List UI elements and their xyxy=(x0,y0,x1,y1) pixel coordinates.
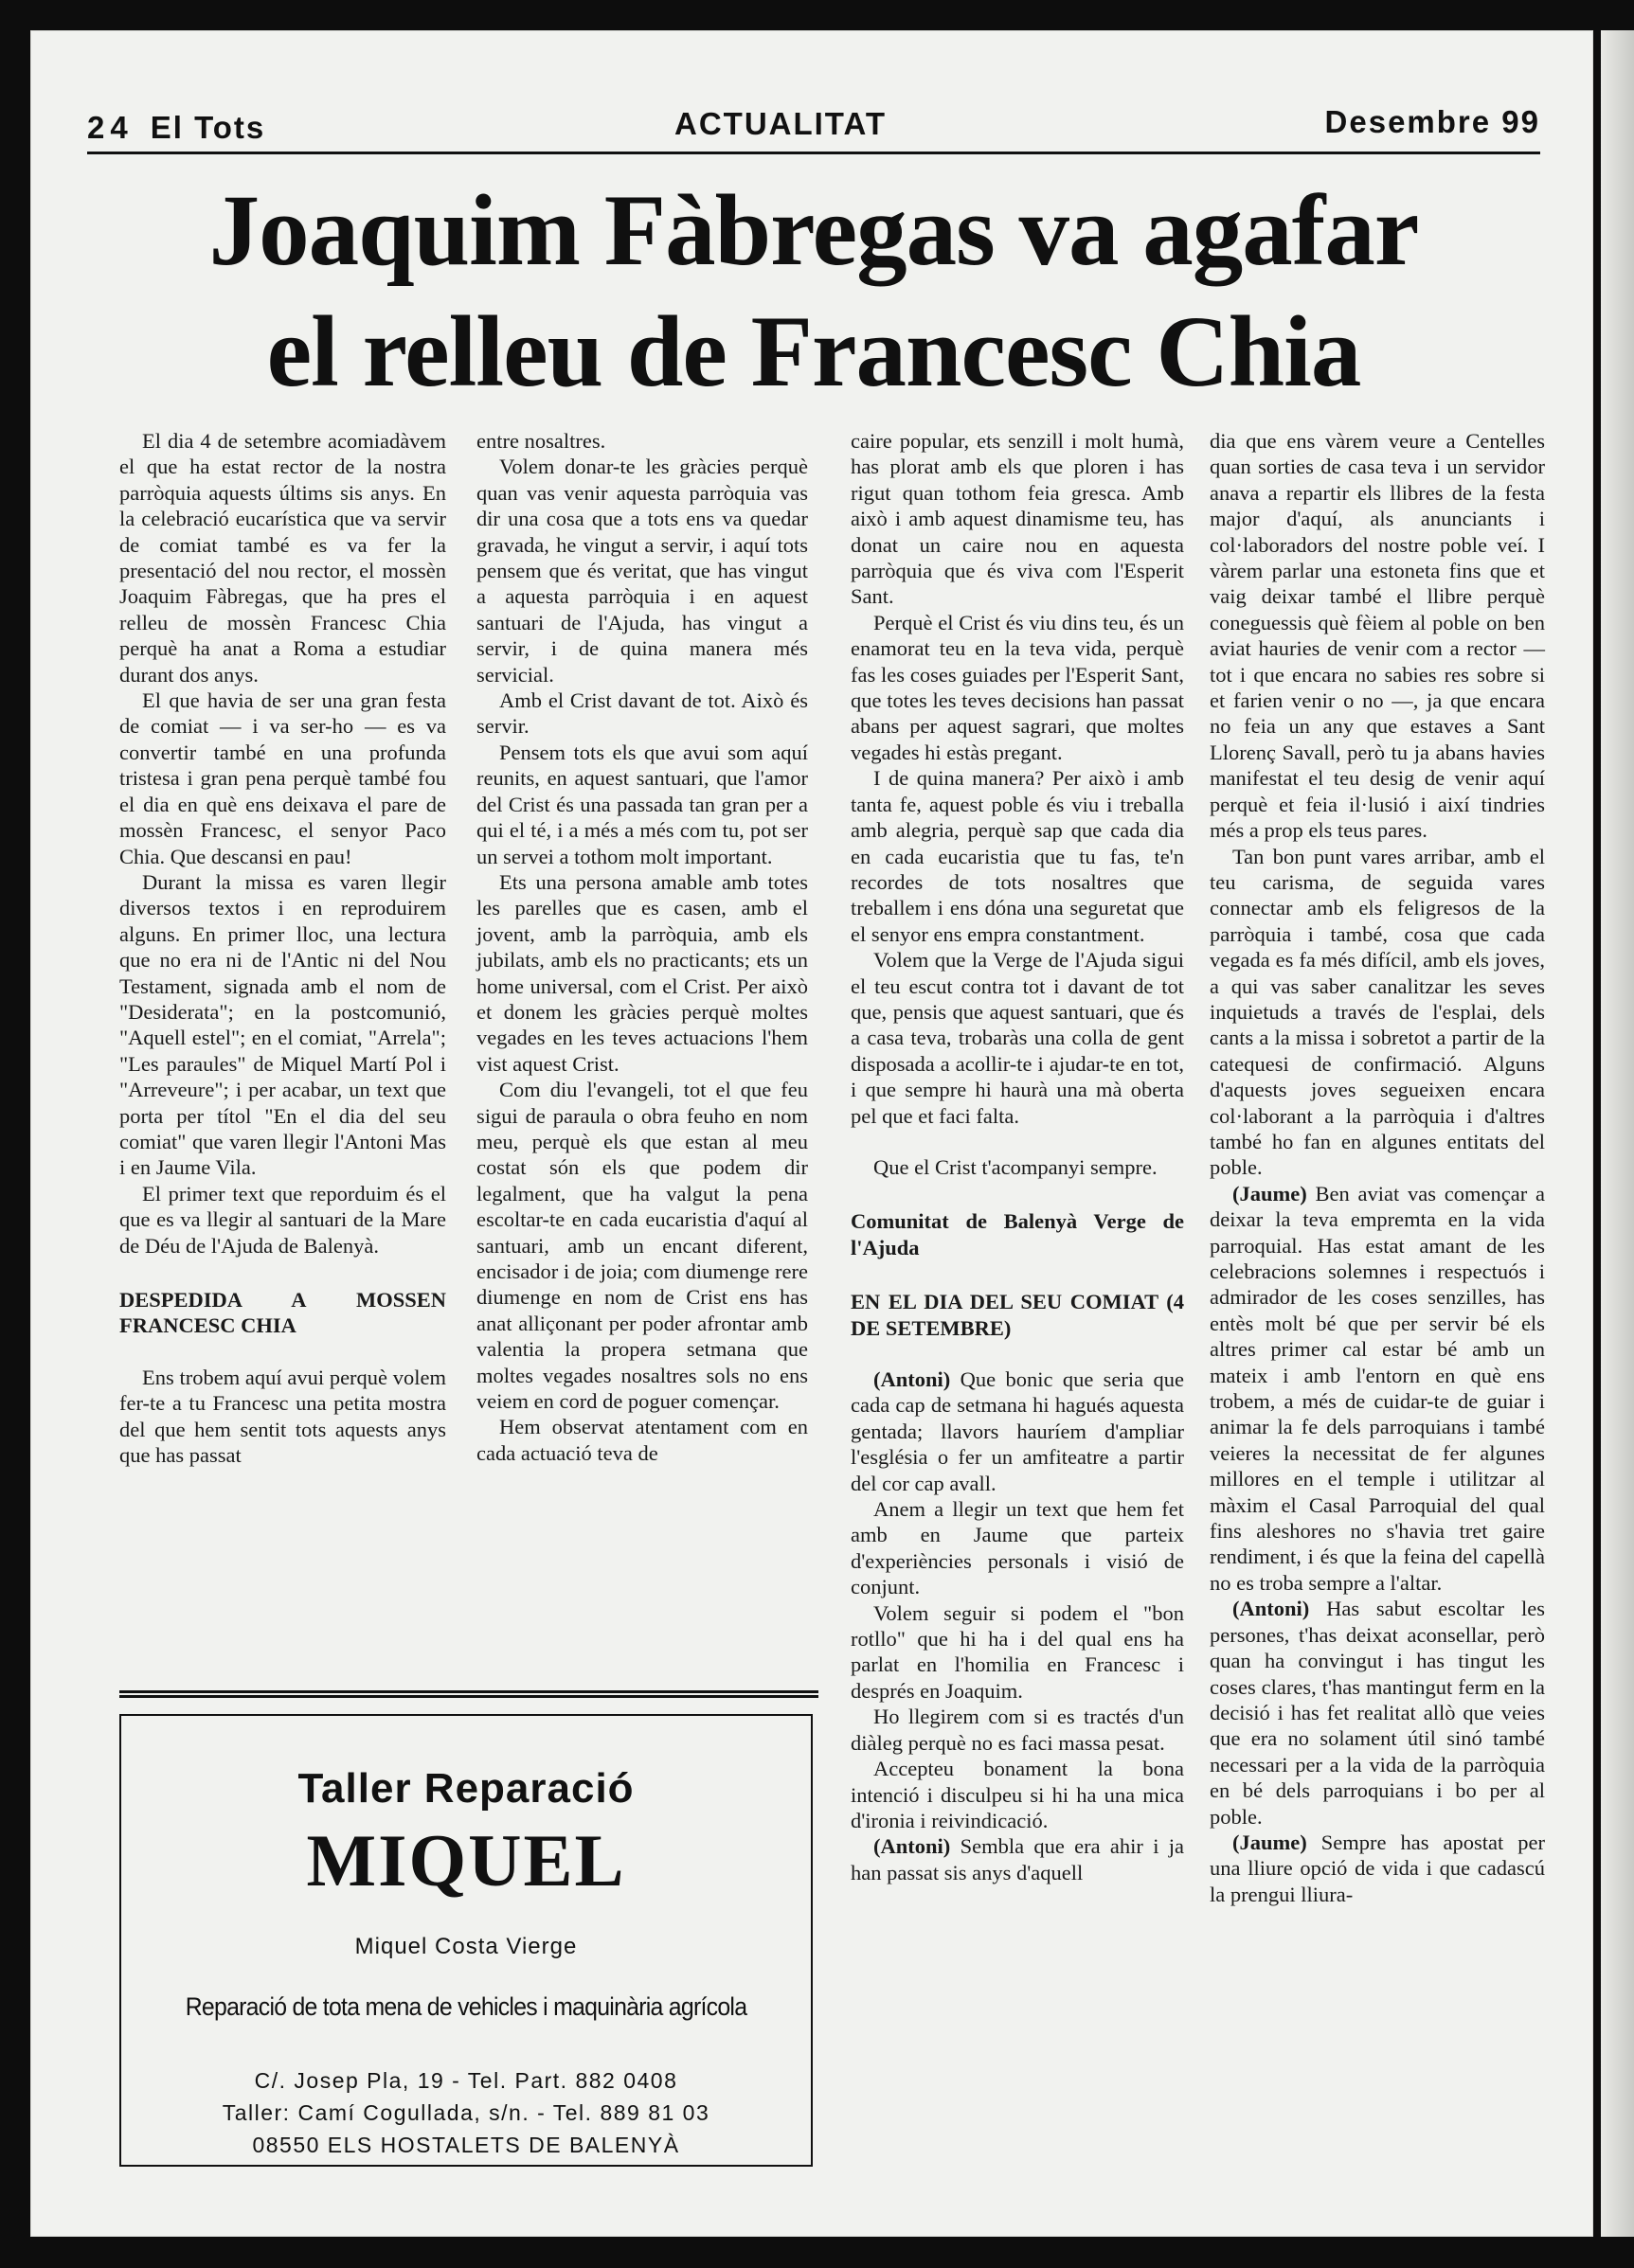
paragraph: Durant la missa es varen llegir diversos textos i en reproduirem alguns. En primer lloc, una lectura que no era ni de l'Antic ni del Nou Testament, signada amb el nom de "Desiderata"; en la postcomunió, "Aquell estel"; en el comiat, "Arrela"; "Les paraules" de Miquel Martí Pol i "Arreveure"; i per acabar, un text que porta per títol "En el dia del seu comiat" que varen llegir l'Antoni Mas i en Jaume Vila. xyxy=(119,869,446,1180)
paragraph: Ens trobem aquí avui perquè volem fer-te a tu Francesc una petita mostra del que hem sentit tots aquests anys que has passat xyxy=(119,1365,446,1468)
paragraph: (Jaume) Ben aviat vas començar a deixar la teva empremta en la vida parroquial. Has estat amant de les celebracions solemnes i respectuós i admirador de les coses senzilles, has entès molt bé que per servir bé els altres primer cal estar bé amb un mateix i amb l'entorn en què ens trobem, a més de cuidar-te de guiar i animar la fe dels parroquians i també veieres la necessitat de fer algunes millores en el temple i utilitzar al màxim el Casal Parroquial del qual fins aleshores no s'havia tret gaire rendiment, i és que la feina del capellà no es troba sempre a l'altar. xyxy=(1210,1181,1545,1595)
paragraph: Com diu l'evangeli, tot el que feu sigui de paraula o obra feuho en nom meu, perquè els que estan al meu costat són els que podem dir legalment, que ha valgut la pena escoltar-te en cada eucaristia d'aquí al santuari, amb un encant diferent, encisador i de joia; com diumenge rere diumenge en nom de Crist ens has anat alliçonant per poder afrontar amb valentia la propera setmana que moltes vegades nosaltres sols no ens veiem en cord de poguer començar. xyxy=(476,1078,808,1414)
next-page-edge xyxy=(1601,30,1634,2237)
paragraph: dia que ens vàrem veure a Centelles quan sorties de casa teva i un servidor anava a repartir els llibres de la festa major d'aquí, als anunciants i col·laboradors del nostre poble veí. I vàrem parlar una estoneta fins que et vaig deixar també el llibre perquè coneguessis què fèiem al poble on ben aviat hauries de venir com a rector — tot i que encara no sabies res sobre si et farien venir o no —, ja que encara no feia un any que estaves a Sant Llorenç Savall, però tu ja abans havies manifestat el teu desig de venir aquí perquè et feia il·lusió i així tindries més a prop els teus pares. xyxy=(1210,429,1545,843)
subheading: DESPEDIDA A MOSSEN FRANCESC CHIA xyxy=(119,1288,446,1338)
advertisement xyxy=(119,1714,813,2167)
paragraph: (Antoni) Has sabut escoltar les persones, t'has deixat aconsellar, però quan ha convingut i has tingut les coses clares, t'has mantingut ferm en la decisió i has fet realitat allò que veies que era no solament útil sinó també necessari per a la vida de la parròquia en bé dels parroquians i bo per al poble. xyxy=(1210,1597,1545,1829)
ad-description: Reparació de tota mena de vehicles i maquinària agrícola xyxy=(185,1992,747,2021)
paragraph: I de quina manera? Per això i amb tanta fe, aquest poble és viu i treballa amb alegria, perquè sap que cada dia en cada eucaristia que tu fas, te'n recordes de tots nosaltres que treballem i ens dóna una seguretat que el senyor ens empra constantment. xyxy=(851,766,1184,946)
paragraph: (Antoni) Sembla que era ahir i ja han passat sis anys d'aquell xyxy=(851,1834,1184,1884)
page-header xyxy=(87,104,1540,150)
article-column-3 xyxy=(851,428,1184,1885)
headline xyxy=(87,170,1540,413)
paragraph: (Jaume) Sempre has apostat per una lliure opció de vida i que cadascú la prengui lliura- xyxy=(1210,1830,1545,1906)
header-left xyxy=(87,110,265,146)
article-column-1 xyxy=(119,428,446,1468)
signature: Comunitat de Balenyà Verge de l'Ajuda xyxy=(851,1209,1184,1259)
dialog-block xyxy=(851,1366,1184,1885)
speaker-name: (Antoni) xyxy=(873,1834,951,1859)
ad-address-line: C/. Josep Pla, 19 - Tel. Part. 882 0408 xyxy=(254,2068,678,2093)
headline-line-1: Joaquim Fàbregas va agafar xyxy=(208,175,1419,287)
paragraph: El primer text que reporduim és el que es va llegir al santuari de la Mare de Déu de l'Ajuda de Balenyà. xyxy=(119,1181,446,1258)
paragraph: Perquè el Crist és viu dins teu, és un enamorat teu en la teva vida, perquè fas les coses guiades per l'Esperit Sant, que totes les teves decisions han passat abans per aquest sagrari, que moltes vegades hi estàs pregant. xyxy=(851,610,1184,764)
headline-line-2: el relleu de Francesc Chia xyxy=(266,296,1361,408)
paragraph: Amb el Crist davant de tot. Això és servir. xyxy=(476,688,808,739)
publication-name: El Tots xyxy=(150,110,266,145)
subheading: EN EL DIA DEL SEU COMIAT (4 DE SETEMBRE) xyxy=(851,1290,1184,1340)
paragraph: Volem seguir si podem el "bon rotllo" que hi ha i del qual ens ha parlat en l'homilia en Francesc i després en Joaquim. xyxy=(851,1600,1184,1703)
speaker-name: (Antoni) xyxy=(873,1367,951,1391)
ad-title: Taller Reparació xyxy=(297,1765,635,1812)
ad-address-line: Taller: Camí Cogullada, s/n. - Tel. 889 81 03 xyxy=(222,2100,710,2125)
paragraph: Pensem tots els que avui som aquí reunits, en aquest santuari, que l'amor del Crist és una passada tan gran per a qui el té, i a més a més com tu, pot ser un servei a tothom molt important. xyxy=(476,740,808,868)
paragraph: Ho llegirem com si es tractés d'un diàleg perquè no es faci massa pesat. xyxy=(851,1705,1184,1755)
paragraph: Volem donar-te les gràcies perquè quan vas venir aquesta parròquia vas dir una cosa que a tots ens va quedar gravada, he vingut a servir, i aquí tots pensem que és veritat, que has vingut a aquesta parròquia i en aquest santuari de l'Ajuda, has vingut a servir, i de quina manera més servicial. xyxy=(476,455,808,687)
paragraph: Anem a llegir un text que hem fet amb en Jaume que parteix d'experiències personals i visió de conjunt. xyxy=(851,1497,1184,1599)
ad-business-name: MIQUEL xyxy=(306,1819,626,1902)
issue-date: Desembre 99 xyxy=(1324,104,1540,139)
ad-address-line: 08550 ELS HOSTALETS DE BALENYÀ xyxy=(252,2133,680,2157)
paragraph: Ets una persona amable amb totes les parelles que es casen, amb el jovent, amb la parròquia, amb els jubilats, amb els no practicants; ets un home universal, com el Crist. Per això et donem les gràcies perquè moltes vegades en les teves actuacions l'hem vist aquest Crist. xyxy=(476,869,808,1076)
section-name: ACTUALITAT xyxy=(674,106,888,141)
ad-owner: Miquel Costa Vierge xyxy=(354,1934,578,1959)
paragraph: Hem observat atentament com en cada actuació teva de xyxy=(476,1415,808,1465)
paragraph: caire popular, ets senzill i molt humà, has plorat amb els que ploren i has rigut quan tothom feia gresca. Amb això i amb aquest dinamisme teu, has donat un caire nou en aquesta parròquia que és viva com l'Esperit Sant. xyxy=(851,429,1184,609)
paragraph: Tan bon punt vares arribar, amb el teu carisma, de seguida vares connectar amb els feligresos de la parròquia i també, cosa que cada vegada es fa més difícil, amb els joves, a qui vas saber canalitzar les seves inquietuds a través de l'esplai, dels cants a la missa i sobretot a partir de la catequesi de confirmació. Alguns d'aquests joves segueixen encara col·laborant a la parròquia i d'altres també ho fan en algunes entitats del poble. xyxy=(1210,844,1545,1180)
article-column-4 xyxy=(1210,428,1545,1907)
speaker-name: (Jaume) xyxy=(1232,1830,1307,1854)
speaker-name: (Jaume) xyxy=(1232,1181,1307,1205)
paragraph: entre nosaltres. xyxy=(476,429,606,453)
paragraph: Accepteu bonament la bona intenció i disculpeu si hi ha una mica d'ironia i reivindicació. xyxy=(851,1757,1184,1832)
speaker-name: (Antoni) xyxy=(1232,1597,1310,1621)
paragraph: (Antoni) Que bonic que seria que cada cap de setmana hi hagués aquesta gentada; llavors hauríem d'ampliar l'església o fer un amfiteatre a partir del cor cap avall. xyxy=(851,1367,1184,1495)
article-column-2 xyxy=(476,428,808,1466)
header-rule xyxy=(87,152,1540,154)
paragraph: Volem que la Verge de l'Ajuda sigui el teu escut contra tot i davant de tot que, pensis que aquest santuari, que és a casa teva, trobaràs una colla de gent disposada a acollir-te i ajudar-te en tot, i que sempre hi haurà una mà oberta pel que et faci falta. xyxy=(851,948,1184,1128)
advertisement-rule xyxy=(119,1690,818,1698)
dialog-block xyxy=(1210,428,1545,1907)
closing-line: Que el Crist t'acompanyi sempre. xyxy=(873,1154,1158,1179)
paragraph: El que havia de ser una gran festa de comiat — i va ser-ho — es va convertir també en una profunda tristesa i gran pena perquè també fou el dia en què ens deixava el pare de mossèn Francesc, el senyor Paco Chia. Que descansi en pau! xyxy=(119,688,446,868)
paragraph: El dia 4 de setembre acomiadàvem el que ha estat rector de la nostra parròquia aquests últims sis anys. En la celebració eucarística que va servir de comiat també es va fer la presentació del nou rector, el mossèn Joaquim Fàbregas, que ha pres el relleu de mossèn Francesc Chia perquè ha anat a Roma a estudiar durant dos anys. xyxy=(119,429,446,687)
page-number: 24 xyxy=(87,110,134,145)
